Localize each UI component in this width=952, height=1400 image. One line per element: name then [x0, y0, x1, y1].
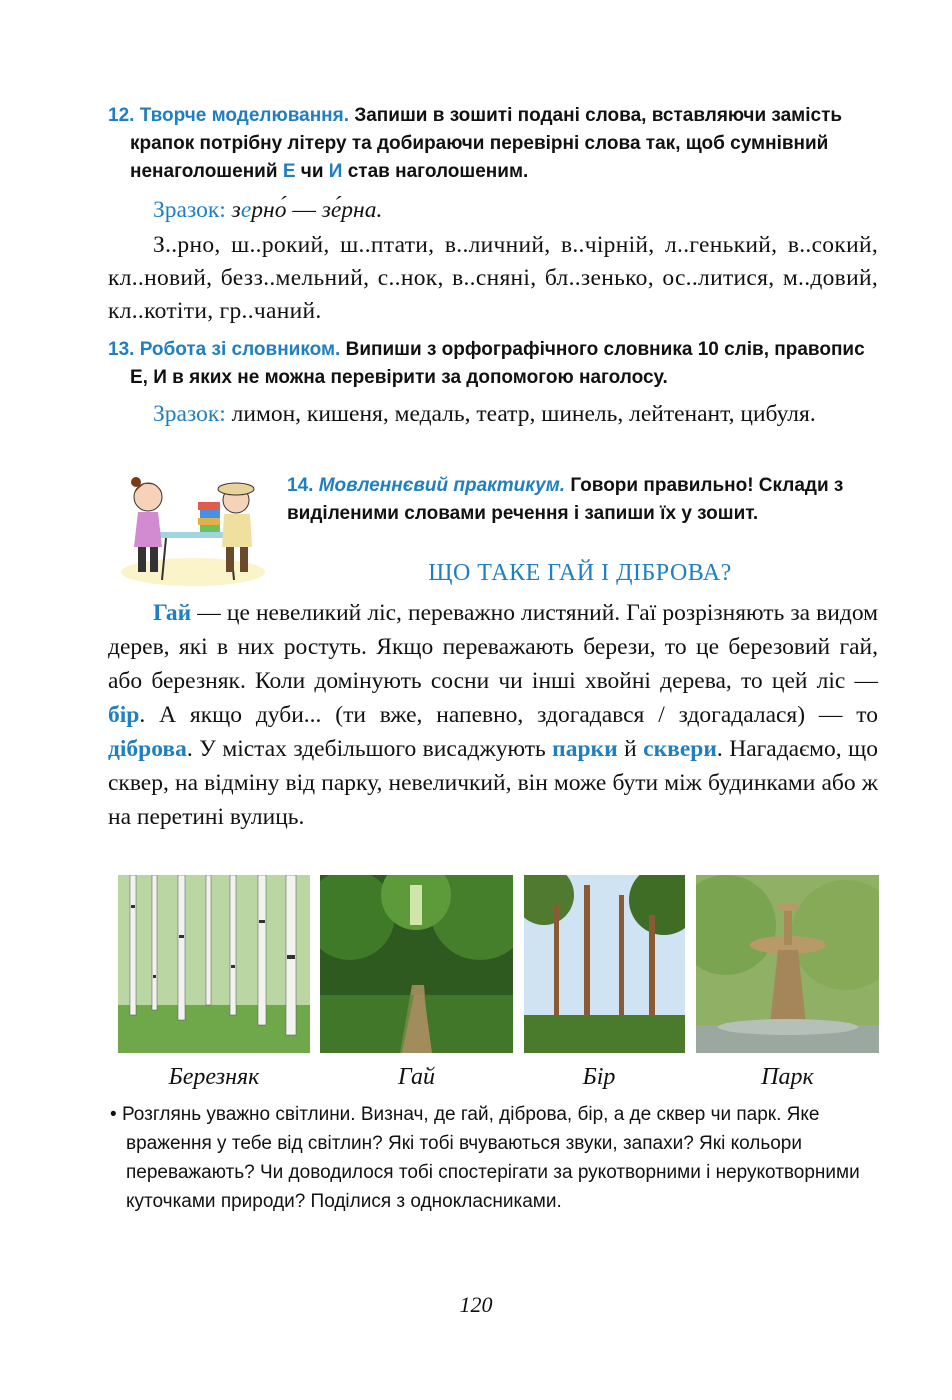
article-text-4: й	[617, 736, 644, 762]
sample-highlight-letter: е	[240, 197, 252, 223]
task-text: Розглянь уважно світлини. Визнач, де гай, діброва, бір, а де сквер чи парк. Яке враження у тебе від світлин? Які тобі вчуваються звуки, запахи? Які кольори переважають? Чи доводилося тобі спостерігати за рукотворними і нерукотворними куточками природи? Поділися з однокласниками.	[121, 1104, 860, 1212]
conjunction: чи	[295, 161, 329, 182]
keyword-parky: парки	[552, 736, 618, 762]
exercise-13-number: 13.	[108, 339, 135, 360]
exercise-12-title: Творче моделювання.	[139, 105, 350, 126]
article-text-5: . Нагадаємо, що сквер, на відміну від парку, невеличкий, він може бути між будинками або ж на перетині вулиць.	[108, 736, 879, 830]
exercise-12-words: З..рно, ш..рокий, ш..птати, в..личний, в..чірній, л..генький, в..сокий, кл..новий, безз..мельний, с..нок, в..сняні, бл..зенько, ос..литися, м..довий, кл..котіти, гр..чаний.	[108, 232, 878, 324]
photo-caption-3: Бір	[582, 1064, 616, 1090]
exercise-13-title: Робота зі словником.	[139, 339, 341, 360]
article-title: ЩО ТАКЕ ГАЙ І ДІБРОВА?	[428, 560, 732, 586]
article-text-3: . У містах здебільшого висаджують	[186, 736, 553, 762]
exercise-14	[287, 472, 867, 528]
park-fountain-photo	[696, 875, 879, 1053]
exercise-13	[108, 336, 878, 431]
exercise-12-instruction-2: став наголошеним.	[342, 161, 529, 182]
sample-label: Зразок:	[153, 197, 226, 223]
exercise-12	[108, 102, 878, 328]
photo-task	[110, 1100, 886, 1216]
grove-photo	[320, 875, 513, 1053]
pine-forest-photo	[524, 875, 685, 1053]
exercise-13-header	[108, 336, 878, 392]
article-text-1: — це невеликий ліс, переважно листяний. Гаї розрізняють за видом дерев, які в них ростуть. Якщо переважають берези, то це березовий гай, або березняк. Коли домінують сосни чи інші хвойні дерева, то цей ліс —	[108, 600, 878, 694]
keyword-dibrova: діброва	[108, 736, 187, 762]
sample-word-2: зе́рна.	[321, 197, 383, 223]
sample-dash: —	[286, 197, 322, 223]
photo-caption-1: Березняк	[168, 1064, 260, 1090]
photo-caption-2: Гай	[397, 1064, 436, 1090]
letter-y: И	[328, 161, 343, 182]
bullet: •	[110, 1104, 117, 1125]
exercise-12-number: 12.	[108, 105, 135, 126]
article-body	[108, 596, 878, 834]
exercise-12-instruction-1: Запиши в зошиті подані слова, вставляючи замість крапок потрібну літеру та добираючи перевірні слова так, щоб сумнівний ненаголошений	[130, 105, 843, 182]
birch-forest-photo	[118, 875, 310, 1053]
exercise-14-header	[287, 472, 867, 528]
children-reading-illustration	[118, 462, 268, 587]
letter-e: Е	[282, 161, 296, 182]
keyword-skvery: сквери	[643, 736, 717, 762]
exercise-14-instruction: Говори правильно! Склади з виділеними словами речення і запиши їх у зошит.	[287, 475, 844, 524]
exercise-14-number: 14.	[287, 475, 314, 496]
exercise-12-header	[108, 102, 878, 186]
keyword-bir: бір	[108, 702, 140, 728]
keyword-gai: Гай	[153, 600, 192, 626]
sample-label: Зразок:	[153, 401, 226, 427]
sample-words: лимон, кишеня, медаль, театр, шинель, лейтенант, цибуля.	[231, 401, 816, 427]
exercise-13-instruction: Випиши з орфографічного словника 10 слів, правопис Е, И в яких не можна перевірити за допомогою наголосу.	[130, 339, 865, 388]
sample-word-1: зерно́	[231, 197, 287, 223]
page-number: 120	[459, 1292, 493, 1317]
exercise-14-title: Мовленнєвий практикум.	[318, 475, 566, 496]
photo-caption-4: Парк	[761, 1064, 814, 1090]
article-text-2: . А якщо дуби... (ти вже, напевно, здогадався / здогадалася) — то	[139, 702, 878, 728]
exercise-13-sample	[108, 398, 878, 431]
exercise-12-sample	[108, 194, 878, 227]
